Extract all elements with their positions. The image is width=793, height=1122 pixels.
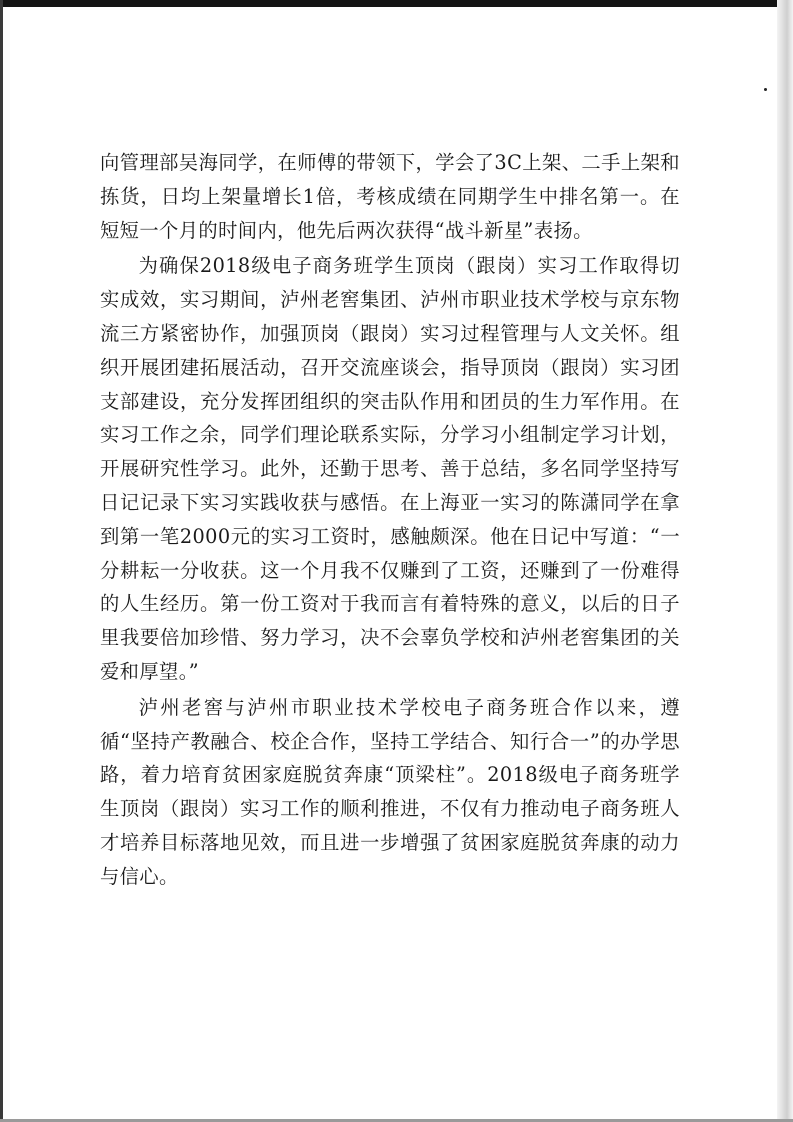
paragraph-internship-management: 为确保2018级电子商务班学生顶岗（跟岗）实习工作取得切实成效，实习期间，泸州老窖集团、泸州市职业技术学校与京东物流三方紧密协作，加强顶岗（跟岗）实习过程管理与人文关怀。组织开展团建拓展活动，召开交流座谈会，指导顶岗（跟岗）实习团支部建设，充分发挥团组织的突击队作用和团员的生力军作用。在实习工作之余，同学们理论联系实际，分学习小组制定学习计划，开展研究性学习。此外，还勤于思考、善于总结，多名同学坚持写日记记录下实习实践收获与感悟。在上海亚一实习的陈潇同学在拿到第一笔2000元的实习工资时，感触颇深。他在日记中写道：“一分耕耘一分收获。这一个月我不仅赚到了工资，还赚到了一份难得的人生经历。第一份工资对于我而言有着特殊的意义，以后的日子里我要倍加珍惜、努力学习，决不会辜负学校和泸州老窖集团的关爱和厚望。” — [100, 254, 680, 683]
scan-top-edge — [0, 0, 793, 7]
paragraph-continuation: 向管理部吴海同学，在师傅的带领下，学会了3C上架、二手上架和拣货，日均上架量增长1倍，考核成绩在同期学生中排名第一。在短短一个月的时间内，他先后两次获得“战斗新星”表扬。 — [100, 151, 680, 242]
scan-right-edge — [777, 0, 793, 1122]
document-body — [100, 146, 680, 894]
paragraph-cooperation-summary: 泸州老窖与泸州市职业技术学校电子商务班合作以来，遵循“坚持产教融合、校企合作，坚持工学结合、知行合一”的办学思路，着力培育贫困家庭脱贫奔康“顶梁柱”。2018级电子商务班学生顶岗（跟岗）实习工作的顺利推进，不仅有力推动电子商务班人才培养目标落地见效，而且进一步增强了贫困家庭脱贫奔康的动力与信心。 — [100, 695, 680, 888]
scan-left-edge — [0, 0, 3, 1122]
scan-speck — [764, 88, 767, 91]
